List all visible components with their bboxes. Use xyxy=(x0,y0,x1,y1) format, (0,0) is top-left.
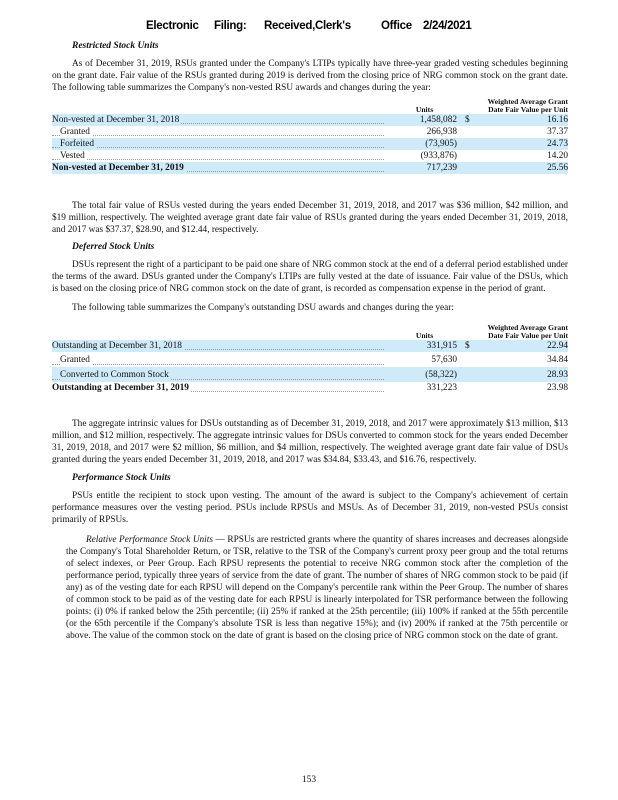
row-value: 24.73 xyxy=(473,138,568,150)
row-dollar-sign xyxy=(457,126,473,138)
row-units: 331,223 xyxy=(426,383,457,393)
row-label: Granted xyxy=(60,354,90,365)
filing-stamp-office: Office xyxy=(381,20,412,32)
row-units: 717,239 xyxy=(392,162,457,174)
dsu-after-paragraph: The aggregate intrinsic values for DSUs outstanding as of December 31, 2019, 2018, and 2017 were approximately $13 million, $13 million, and $12 million, respectively. The aggregate intrinsic values for DSUs converted to common stock for the years ended December 31, 2019, 2018, and 2017 were $2 million, $6 million, and $4 million, respectively. The weighted average grant date fair value of DSUs granted during the years ended December 31, 2019, 2018, and 2017 was $34.84, $33.43, and $16.76, respectively. xyxy=(52,419,568,465)
row-label: Converted to Common Stock xyxy=(60,369,169,380)
row-units: (73,905) xyxy=(392,138,457,150)
row-value: 23.98 xyxy=(547,383,568,393)
row-label: Vested xyxy=(60,151,85,161)
rpsu-title: Relative Performance Stock Units xyxy=(86,535,213,545)
row-dollar-sign xyxy=(457,352,473,367)
rpsu-paragraph xyxy=(52,534,568,642)
table-row xyxy=(52,340,568,352)
row-units: (58,322) xyxy=(392,367,457,382)
table-row-total xyxy=(52,382,568,394)
row-value: 34.84 xyxy=(547,354,568,365)
document-page xyxy=(52,38,568,642)
dsu-col-units: Units xyxy=(415,331,434,340)
row-label: Non-vested at December 31, 2018 xyxy=(52,115,180,125)
filing-stamp-received: Received,Clerk's xyxy=(264,20,351,32)
row-units: 1,458,082 xyxy=(392,114,457,126)
dsu-table xyxy=(52,324,568,394)
table-row xyxy=(52,138,568,150)
section-heading-rsu: Restricted Stock Units xyxy=(72,41,159,51)
dsu-table-header xyxy=(52,324,568,340)
table-row xyxy=(52,150,568,162)
dsu-intro-paragraph: DSUs represent the right of a participant to be paid one share of NRG common stock at the end of a deferral period established under the terms of the award. DSUs granted under the Company's LTIPs are fully vested at the date of issuance. Fair value of the DSUs, which is based on the closing price of NRG common stock on the date of grant, is recorded as compensation expense in the period of grant. xyxy=(52,260,568,294)
row-value: 25.56 xyxy=(473,162,568,174)
table-row xyxy=(52,367,568,382)
row-dollar-sign xyxy=(457,382,473,394)
filing-stamp-date: 2/24/2021 xyxy=(423,20,472,32)
table-row xyxy=(52,126,568,138)
row-value: 16.16 xyxy=(473,114,568,126)
row-value: 22.94 xyxy=(473,340,568,352)
rpsu-text: — RPSUs are restricted grants where the quantity of shares increases and decreases alongside the Company's Total Shareholder Return, or TSR, relative to the TSR of the Company's current proxy peer group and the total returns of select indexes, or Peer Group. Each RPSU represents the potential to receive NRG common stock after the completion of the performance period, typically three years of service from the date of grant. The number of shares of NRG common stock to be paid (if any) as of the vesting date for each RPSU will depend on the Company's percentile rank within the Peer Group. The number of shares of common stock to be paid as of the vesting date for each RPSU is linearly interpolated for TSR performance between the following points: (i) 0% if ranked below the 25th percentile; (ii) 25% if ranked at the 25th percentile; (iii) 100% if ranked at the 55th percentile (or the 65th percentile if the Company's absolute TSR is less than negative 15%); and (iv) 200% if ranked at the 75th percentile or above. The value of the common stock on the date of grant is based on the closing price of NRG common stock on the date of grant. xyxy=(66,535,568,641)
table-row xyxy=(52,114,568,126)
row-value: 37.37 xyxy=(547,127,568,137)
row-dollar-sign xyxy=(457,367,473,382)
section-heading-dsu: Deferred Stock Units xyxy=(72,242,155,252)
row-value: 28.93 xyxy=(473,367,568,382)
row-label: Granted xyxy=(60,127,90,137)
row-label: Outstanding at December 31, 2019 xyxy=(52,383,189,393)
rsu-col-value-line1: Weighted Average Grant xyxy=(487,97,568,106)
rsu-table-header xyxy=(52,98,568,114)
rsu-col-units: Units xyxy=(415,105,434,114)
dsu-col-value-line2: Date Fair Value per Unit xyxy=(488,331,568,340)
rsu-after-paragraph: The total fair value of RSUs vested during the years ended December 31, 2019, 2018, and 2017 was $36 million, $42 million, and $19 million, respectively. The weighted average grant date fair value of RSUs granted during the years ended December 31, 2019, 2018, and 2017 was $37.37, $28.90, and $12.44, respectively. xyxy=(52,201,568,235)
filing-stamp-filing: Filing: xyxy=(214,20,247,32)
section-heading-psu: Performance Stock Units xyxy=(72,473,171,483)
row-label: Non-vested at December 31, 2019 xyxy=(52,163,184,173)
row-label: Outstanding at December 31, 2018 xyxy=(52,341,182,351)
table-row xyxy=(52,352,568,367)
rsu-col-value-line2: Date Fair Value per Unit xyxy=(488,105,568,114)
row-units: 57,630 xyxy=(431,354,457,365)
dsu-col-value-line1: Weighted Average Grant xyxy=(487,323,568,332)
filing-stamp-electronic: Electronic xyxy=(146,20,199,32)
dsu-table-intro: The following table summarizes the Company's outstanding DSU awards and changes during the year: xyxy=(72,303,454,313)
rsu-intro-paragraph: As of December 31, 2019, RSUs granted under the Company's LTIPs typically have three-year graded vesting schedules beginning on the grant date. Fair value of the RSUs granted during 2019 is derived from the closing price of NRG common stock on the grant date. The following table summarizes the Company's non-vested RSU awards and changes during the year: xyxy=(52,59,568,93)
row-dollar-sign: $ xyxy=(457,340,473,352)
psu-intro-paragraph: PSUs entitle the recipient to stock upon vesting. The amount of the award is subject to the Company's achievement of certain performance measures over the vesting period. PSUs include RPSUs and MSUs. As of December 31, 2019, non-vested PSUs consist primarily of RPSUs. xyxy=(52,491,568,525)
row-dollar-sign xyxy=(457,138,473,150)
row-units: 266,938 xyxy=(426,127,457,137)
row-label: Forfeited xyxy=(60,139,95,149)
row-dollar-sign xyxy=(457,162,473,174)
row-units: 331,915 xyxy=(392,340,457,352)
rsu-table xyxy=(52,98,568,174)
filing-stamp-header xyxy=(0,20,618,36)
row-units: (933,876) xyxy=(420,151,457,161)
row-value: 14.20 xyxy=(547,151,568,161)
row-dollar-sign xyxy=(457,150,473,162)
page-number: 153 xyxy=(301,775,317,785)
table-row-total xyxy=(52,162,568,174)
row-dollar-sign: $ xyxy=(457,114,473,126)
